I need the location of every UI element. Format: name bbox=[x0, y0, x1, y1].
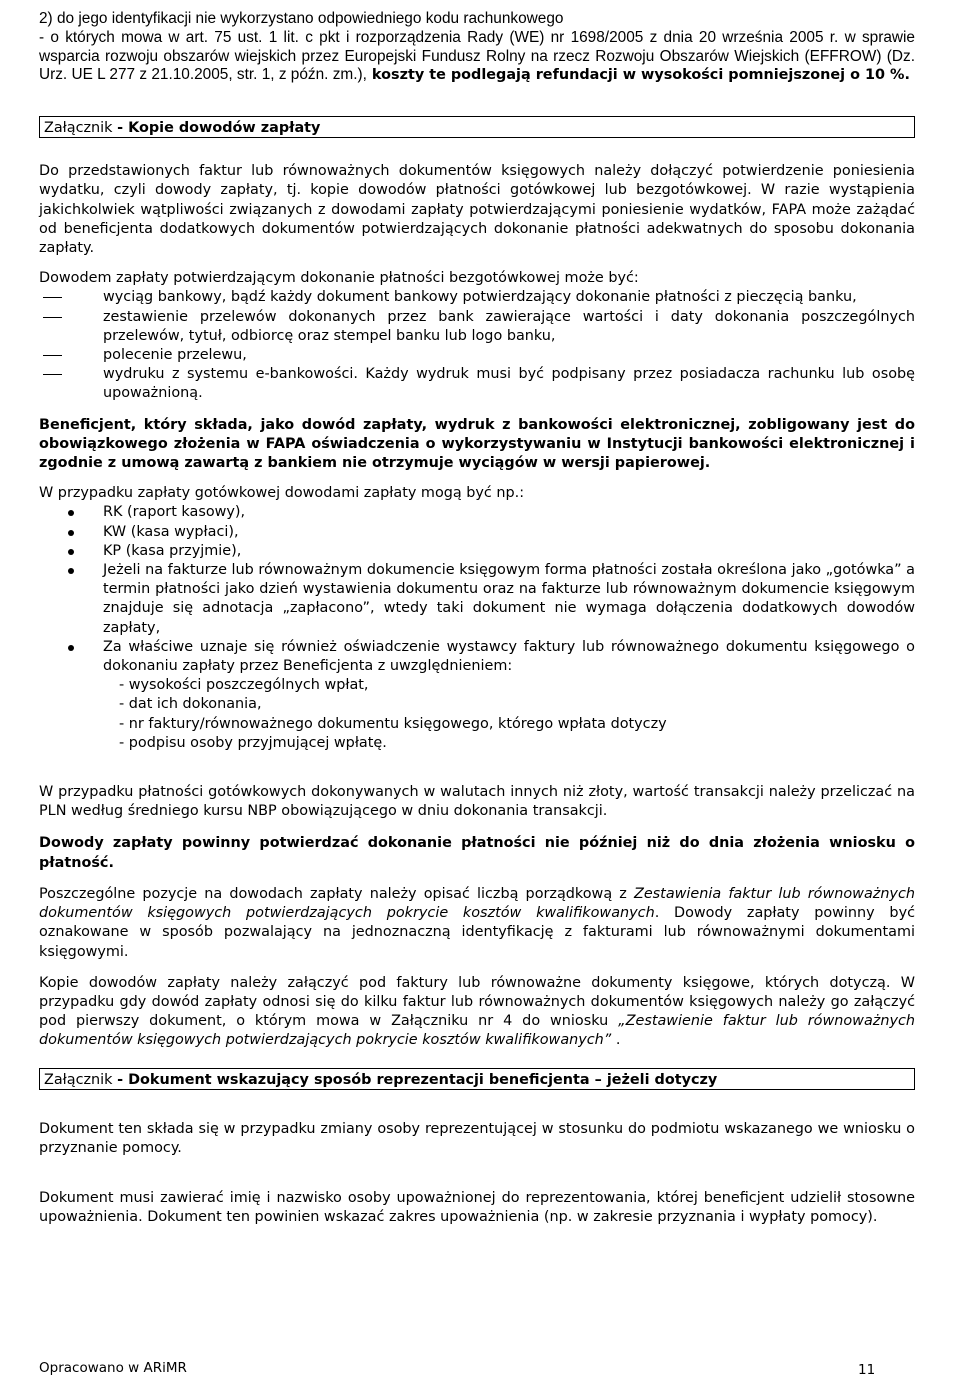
list-item: wyciąg bankowy, bądź każdy dokument bankowy potwierdzający dokonanie płatności z pieczęcią banku, bbox=[39, 288, 915, 307]
heading-title: - Dokument wskazujący sposób reprezentacji beneficjenta – jeżeli dotyczy bbox=[117, 1071, 718, 1088]
list-item: KP (kasa przyjmie), bbox=[39, 542, 915, 561]
paragraph: Dokument musi zawierać imię i nazwisko osoby upoważnionej do reprezentowania, której beneficjent udzielił stosowne upoważnienia. Dokument ten powinien wskazać zakres upoważnienia (np. w zakresie przyznania i wypłaty pomocy). bbox=[39, 1189, 915, 1226]
heading-title: - Kopie dowodów zapłaty bbox=[117, 120, 321, 137]
paragraph-text: Poszczególne pozycje na dowodach zapłaty należy opisać liczbą porządkową z bbox=[39, 885, 634, 902]
list-item bbox=[39, 638, 915, 753]
intro-paragraph bbox=[39, 29, 915, 85]
paragraph: W przypadku płatności gotówkowych dokonywanych w walutach innych niż złoty, wartość transakcji należy przeliczać na PLN według średniego kursu NBP obowiązującego w dniu dokonania transakcji. bbox=[39, 784, 915, 820]
dash-list bbox=[39, 288, 915, 403]
list-item: KW (kasa wypłaci), bbox=[39, 523, 915, 542]
intro-line: 2) do jego identyfikacji nie wykorzystano odpowiedniego kodu rachunkowego bbox=[39, 10, 564, 27]
sub-list bbox=[103, 676, 915, 753]
paragraph: Dokument ten składa się w przypadku zmiany osoby reprezentującej w stosunku do podmiotu wskazanego we wniosku o przyznanie pomocy. bbox=[39, 1120, 915, 1156]
footer-text: Opracowano w ARiMR bbox=[39, 1360, 187, 1376]
italic-text: Zestawienia faktur lub równoważnych dokumentów księgowych potwierdzających pokrycie kosztów kwalifikowanych bbox=[39, 885, 915, 922]
paragraph bbox=[39, 974, 915, 1051]
list-item: Jeżeli na fakturze lub równoważnym dokumencie księgowym forma płatności została określona jako „gotówka” a termin płatności jako dzień wystawienia dokumentu oraz na fakturze lub równoważnym dokumencie księgowym znajduje się adnotacja „zapłacono”, wtedy taki dokument nie wymaga dołączenia dodatkowych dowodów zapłaty, bbox=[39, 561, 915, 638]
sub-item: - podpisu osoby przyjmującej wpłatę. bbox=[119, 734, 387, 751]
list-item: wydruku z systemu e-bankowości. Każdy wydruk musi być podpisany przez posiadacza rachunku lub osobę upoważnioną. bbox=[39, 365, 915, 403]
sub-item: - wysokości poszczególnych wpłat, bbox=[119, 677, 369, 694]
list-item: zestawienie przelewów dokonanych przez bank zawierające wartości i daty dokonania poszczególnych przelewów, tytuł, odbiorcę oraz stempel banku lub logo banku, bbox=[39, 308, 915, 346]
bold-paragraph: Beneficjent, który składa, jako dowód zapłaty, wydruk z bankowości elektronicznej, zobligowany jest do obowiązkowego złożenia w FAPA oświadczenia o wykorzystywaniu w Instytucji bankowości elektronicznej i zgodnie z umową zawartą z bankiem nie otrzymuje wyciągów w wersji papierowej. bbox=[39, 416, 915, 472]
page-number: 11 bbox=[858, 1362, 876, 1378]
document-page bbox=[39, 10, 915, 1227]
heading-prefix: Załącznik bbox=[44, 1071, 113, 1088]
paragraph-text: . Dowody zapłaty powinny być oznakowane w sposób pozwalający na jednoznaczną identyfikację z fakturami lub równoważnymi dokumentami księgowymi. bbox=[39, 905, 915, 960]
list-item-text: Za właściwe uznaje się również oświadczenie wystawcy faktury lub równoważnego dokumentu księgowego o dokonaniu zapłaty przez Beneficjenta z uwzględnieniem: bbox=[103, 638, 915, 675]
section-heading-representation bbox=[39, 1068, 915, 1090]
paragraph-text: Kopie dowodów zapłaty należy załączyć pod faktury lub równoważne dokumenty księgowe, których dotyczą. W przypadku gdy dowód zapłaty odnosi się do kilku faktur lub równoważnych dokumentów księgowych należy go załączyć pod pierwszy dokument, o którym mowa w Załączniku nr 4 do wniosku bbox=[39, 974, 915, 1030]
bold-paragraph: Dowody zapłaty powinny potwierdzać dokonanie płatności nie później niż do dnia złożenia wniosku o płatność. bbox=[39, 835, 915, 871]
paragraph-text: . bbox=[611, 1032, 621, 1049]
list-item: polecenie przelewu, bbox=[39, 346, 915, 365]
paragraph: W przypadku zapłaty gotówkowej dowodami zapłaty mogą być np.: bbox=[39, 485, 525, 502]
bullet-list bbox=[39, 503, 915, 753]
list-item: RK (raport kasowy), bbox=[39, 503, 915, 522]
paragraph: Do przedstawionych faktur lub równoważnych dokumentów księgowych należy dołączyć potwierdzenie poniesienia wydatku, czyli dowody zapłaty, tj. kopie dowodów płatności gotówkowej lub bezgotówkowej. W razie wystąpienia jakichkolwiek wątpliwości związanych z dowodami zapłaty potwierdzającymi poniesienie wydatków, FAPA może zażądać od beneficjenta dodatkowych dokumentów potwierdzających dokonanie płatności adekwatnych do sposobu dokonania zapłaty. bbox=[39, 163, 915, 256]
section-heading-payment-proofs bbox=[39, 116, 915, 138]
sub-item: - dat ich dokonania, bbox=[119, 696, 262, 713]
heading-prefix: Załącznik bbox=[44, 120, 113, 137]
intro-block bbox=[39, 10, 915, 85]
intro-bold-text: koszty te podlegają refundacji w wysokości pomniejszonej o 10 %. bbox=[366, 67, 910, 84]
paragraph: Dowodem zapłaty potwierdzającym dokonanie płatności bezgotówkowej może być: bbox=[39, 270, 639, 287]
italic-text: „Zestawienie faktur lub równoważnych dokumentów księgowych potwierdzających pokrycie kosztów kwalifikowanych” bbox=[39, 1013, 915, 1049]
intro-text: - o których mowa w art. 75 ust. 1 lit. c pkt i rozporządzenia Rady (WE) nr 1698/2005 z dnia 20 września 2005 r. w sprawie wsparcia rozwoju obszarów wiejskich przez Europejski Fundusz Rolny na rzecz Rozwoju Obszarów Wiejskich (EFFROW) (Dz. Urz. UE L 277 z 21.10.2005, str. 1, z późn. zm.), bbox=[39, 28, 915, 84]
paragraph bbox=[39, 885, 915, 962]
sub-item: - nr faktury/równoważnego dokumentu księgowego, którego wpłata dotyczy bbox=[119, 715, 667, 732]
